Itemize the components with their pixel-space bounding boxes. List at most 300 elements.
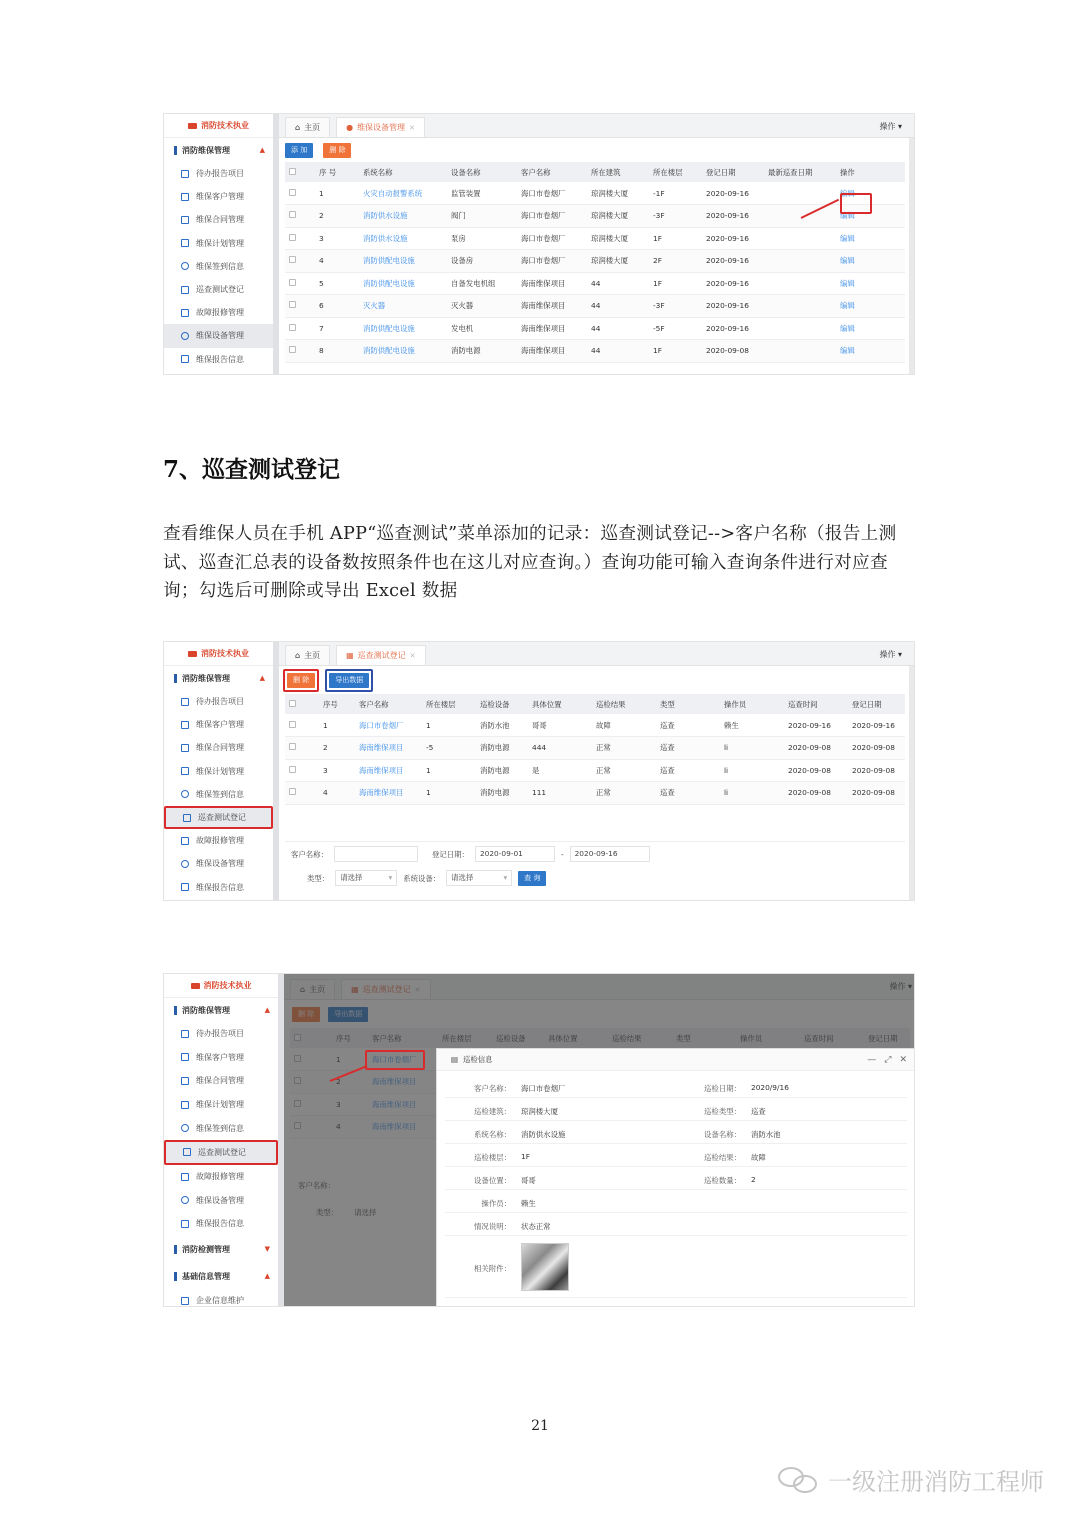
table-cell: 巡查 <box>656 737 720 760</box>
dialog-row <box>445 1190 907 1213</box>
section-heading: 7、巡查测试登记 <box>163 456 341 483</box>
row-checkbox[interactable] <box>289 234 296 241</box>
edit-link[interactable]: 编辑 <box>836 340 905 363</box>
sidebar-item-equipment[interactable]: 维保设备管理 <box>164 1189 278 1213</box>
column-header[interactable]: 系统名称 <box>359 162 447 182</box>
field-label: 巡检结果： <box>704 1153 741 1162</box>
calendar-icon <box>181 239 189 247</box>
dialog-field <box>474 1221 551 1232</box>
table-cell: 海口市卷烟厂 <box>517 227 587 250</box>
row-select-cell <box>285 714 319 737</box>
table-cell: 海南维保项目 <box>517 272 587 295</box>
column-header[interactable]: 所在楼层 <box>422 694 476 714</box>
dialog-row <box>445 1121 907 1144</box>
row-checkbox[interactable] <box>289 346 296 353</box>
table-cell: 7 <box>315 317 359 340</box>
table-cell: 1 <box>315 182 359 205</box>
field-label: 操作员： <box>481 1199 511 1208</box>
wrench-icon <box>181 837 189 845</box>
sidebar-item-checkins[interactable]: 维保签到信息 <box>164 1116 278 1140</box>
dialog-title: 巡检信息 <box>462 1055 493 1064</box>
table-cell: 2020-09-08 <box>702 340 764 363</box>
field-value: 状态正常 <box>521 1222 551 1231</box>
card-icon <box>181 193 189 201</box>
table-cell: 2020-09-08 <box>784 759 848 782</box>
table-cell: 2020-09-08 <box>784 782 848 805</box>
sidebar-item-plans[interactable]: 维保计划管理 <box>164 1093 278 1117</box>
table-cell: 海南维保项目 <box>517 295 587 318</box>
field-value: 2020/9/16 <box>751 1083 789 1092</box>
customer-link[interactable]: 海南维保项目 <box>355 782 422 805</box>
file-icon <box>181 216 189 224</box>
field-label: 设备名称： <box>704 1130 741 1139</box>
sidebar-item-contracts[interactable]: 维保合同管理 <box>164 1069 278 1093</box>
delete-highlight-box <box>283 669 319 692</box>
sidebar <box>164 642 279 900</box>
sidebar-item-plans[interactable]: 维保计划管理 <box>164 232 273 255</box>
field-value: 赖生 <box>521 1199 536 1208</box>
table-cell: 2020-09-16 <box>702 250 764 273</box>
report-icon <box>181 1220 189 1228</box>
sidebar-item-repairs[interactable]: 故障报修管理 <box>164 1165 278 1189</box>
chevron-down-icon: ▼ <box>264 1245 270 1254</box>
table-cell: 44 <box>587 340 649 363</box>
brand: 消防技术执业 <box>164 642 273 666</box>
table-cell: 海口市卷烟厂 <box>517 182 587 205</box>
system-name-link[interactable]: 灭火器 <box>359 295 447 318</box>
home-icon: ⌂ <box>295 123 301 132</box>
row-checkbox[interactable] <box>289 189 296 196</box>
nav-group-basic-info[interactable]: 基础信息管理 ▲ <box>164 1263 278 1290</box>
field-value: 故障 <box>751 1153 766 1162</box>
system-name-link[interactable]: 消防供配电设施 <box>359 250 447 273</box>
dialog-controls <box>867 1055 907 1065</box>
sidebar-item-reports[interactable]: 维保报告信息 <box>164 1212 278 1236</box>
system-name-link[interactable]: 火灾自动报警系统 <box>359 182 447 205</box>
chevron-down-icon: ▾ <box>388 873 393 882</box>
sidebar-item-equipment[interactable]: 维保设备管理 <box>164 324 273 347</box>
sidebar-item-pending-reports[interactable]: 待办报告项目 <box>164 162 273 185</box>
table-cell <box>764 317 836 340</box>
column-header[interactable]: 登记日期 <box>848 694 905 714</box>
close-icon[interactable]: ✕ <box>409 123 415 132</box>
table-cell: 琼润楼大厦 <box>587 250 649 273</box>
row-checkbox[interactable] <box>289 256 296 263</box>
screenshot-equipment-management <box>163 113 915 375</box>
row-checkbox[interactable] <box>289 788 296 795</box>
column-header[interactable]: 类型 <box>656 694 720 714</box>
table-cell: 故障 <box>592 714 656 737</box>
query-button[interactable]: 查 询 <box>518 871 546 886</box>
briefcase-icon <box>188 651 197 657</box>
dialog-row <box>445 1236 907 1298</box>
table-cell: 阀门 <box>447 205 517 228</box>
table-cell: 3 <box>319 759 355 782</box>
dialog-field <box>474 1175 536 1186</box>
sidebar-item-repairs[interactable]: 故障报修管理 <box>164 301 273 324</box>
table-row[interactable] <box>285 182 905 205</box>
main-panel <box>279 642 914 900</box>
customer-highlight-box <box>365 1050 425 1070</box>
operation-menu[interactable]: 操作 ▾ <box>879 650 902 659</box>
customer-link[interactable]: 海南维保项目 <box>355 737 422 760</box>
table-cell: 2F <box>649 250 702 273</box>
dialog-row <box>445 1144 907 1167</box>
customer-link[interactable]: 海口市卷烟厂 <box>355 714 422 737</box>
export-highlight-box <box>325 669 373 692</box>
table-cell: 2020-09-16 <box>702 227 764 250</box>
row-checkbox[interactable] <box>289 211 296 218</box>
tab-home[interactable]: ⌂ 主页 <box>285 645 330 665</box>
close-icon[interactable]: ✕ <box>899 1054 907 1065</box>
sidebar-item-plans[interactable]: 维保计划管理 <box>164 760 273 783</box>
table-cell: 消防电源 <box>476 737 528 760</box>
table-cell: 1 <box>422 759 476 782</box>
column-header[interactable]: 巡查时间 <box>784 694 848 714</box>
tab-home[interactable]: ⌂ 主页 <box>285 117 330 137</box>
wrench-icon <box>181 1173 189 1181</box>
bar-icon <box>174 674 177 683</box>
table-cell: 正常 <box>592 782 656 805</box>
system-name-link[interactable]: 消防供水设施 <box>359 205 447 228</box>
edit-link[interactable]: 编辑 <box>836 227 905 250</box>
row-select-cell <box>285 295 315 318</box>
briefcase-icon <box>191 983 200 989</box>
table-cell: 2 <box>315 205 359 228</box>
column-header[interactable]: 操作员 <box>720 694 784 714</box>
sidebar-item-inspection[interactable]: 巡查测试登记 <box>164 806 273 829</box>
table-cell: 111 <box>528 782 592 805</box>
sidebar-item-equipment[interactable]: 维保设备管理 <box>164 852 273 875</box>
edit-link[interactable]: 编辑 <box>836 182 905 205</box>
table-cell: 消防电源 <box>447 340 517 363</box>
field-value: 2 <box>751 1175 756 1184</box>
column-header[interactable]: 操作 <box>836 162 905 182</box>
field-label: 巡检数量： <box>704 1176 741 1185</box>
dialog-field <box>474 1129 566 1140</box>
sidebar-item-customers[interactable]: 维保客户管理 <box>164 1046 278 1070</box>
field-label: 巡检日期： <box>704 1084 741 1093</box>
table-cell: 1 <box>422 782 476 805</box>
delete-button[interactable]: 删 除 <box>323 143 351 158</box>
table-row[interactable] <box>285 317 905 340</box>
table-cell: 4 <box>315 250 359 273</box>
table-row[interactable] <box>285 295 905 318</box>
table-cell: 巡查 <box>656 714 720 737</box>
table-row[interactable] <box>285 272 905 295</box>
dialog-body <box>437 1071 915 1307</box>
field-value: 1F <box>521 1152 530 1161</box>
dialog-row <box>445 1098 907 1121</box>
scrollbar[interactable] <box>909 138 914 374</box>
select-all-checkbox[interactable] <box>289 700 296 707</box>
system-name-link[interactable]: 消防供配电设施 <box>359 317 447 340</box>
sidebar-item-customers[interactable]: 维保客户管理 <box>164 185 273 208</box>
column-header[interactable]: 巡检结果 <box>592 694 656 714</box>
edit-link[interactable]: 编辑 <box>836 295 905 318</box>
table-cell: 泵房 <box>447 227 517 250</box>
table-cell: li <box>720 782 784 805</box>
column-header[interactable]: 最新巡查日期 <box>764 162 836 182</box>
doc-icon <box>181 698 189 706</box>
pin-icon <box>181 790 189 798</box>
table-cell: -1F <box>649 182 702 205</box>
field-label: 巡检类型： <box>704 1107 741 1116</box>
search-form <box>285 841 905 899</box>
row-checkbox[interactable] <box>289 743 296 750</box>
nav-group-maintenance[interactable]: 消防维保管理 ▲ <box>164 138 273 162</box>
sidebar-item-checkins[interactable]: 维保签到信息 <box>164 783 273 806</box>
dialog-row <box>445 1213 907 1236</box>
table-cell: 8 <box>315 340 359 363</box>
calendar-icon <box>183 814 191 822</box>
table-row[interactable] <box>285 250 905 273</box>
system-name-link[interactable]: 消防供配电设施 <box>359 340 447 363</box>
table-cell: 2020-09-08 <box>848 782 905 805</box>
row-checkbox[interactable] <box>289 721 296 728</box>
wrench-icon <box>181 309 189 317</box>
nav-group-testing[interactable]: 消防检测管理 ▼ <box>164 1236 278 1263</box>
sidebar-item-customers[interactable]: 维保客户管理 <box>164 713 273 736</box>
inspection-dialog <box>436 1048 915 1307</box>
report-icon <box>181 355 189 363</box>
table-cell: 2020-09-08 <box>848 737 905 760</box>
table-cell <box>764 227 836 250</box>
table-cell: 2020-09-16 <box>848 714 905 737</box>
table-row[interactable] <box>285 714 905 737</box>
column-header[interactable]: 客户名称 <box>517 162 587 182</box>
table-cell: 2020-09-16 <box>702 317 764 340</box>
screenshot-inspection-register <box>163 641 915 901</box>
row-select-cell <box>285 205 315 228</box>
watermark: 一级注册消防工程师 <box>778 1462 1044 1497</box>
table-cell <box>764 295 836 318</box>
table-cell: 44 <box>587 272 649 295</box>
file-icon <box>181 1077 189 1085</box>
home-icon: ⌂ <box>295 651 301 660</box>
table-cell: li <box>720 737 784 760</box>
table-row[interactable] <box>285 737 905 760</box>
system-select[interactable]: 请选择 ▾ <box>446 870 512 886</box>
chevron-down-icon: ▾ <box>503 873 508 882</box>
sidebar-item-reports[interactable]: 维保报告信息 <box>164 876 273 899</box>
table-cell <box>764 182 836 205</box>
sidebar-item-reports[interactable]: 维保报告信息 <box>164 348 273 371</box>
date-from-input[interactable]: 2020-09-01 <box>475 846 555 862</box>
equipment-table <box>285 162 905 363</box>
table-cell: 海口市卷烟厂 <box>517 205 587 228</box>
column-header[interactable]: 所在楼层 <box>649 162 702 182</box>
system-label: 系统设备： <box>403 873 441 883</box>
dialog-field <box>704 1083 789 1093</box>
sidebar-item-inspection[interactable]: 巡查测试登记 <box>164 278 273 301</box>
calendar-icon <box>181 767 189 775</box>
bar-icon <box>174 1006 177 1015</box>
bar-icon <box>174 146 177 155</box>
pin-icon <box>181 1124 189 1132</box>
field-label: 设备位置： <box>474 1176 511 1185</box>
sidebar-item-checkins[interactable]: 维保签到信息 <box>164 255 273 278</box>
column-header[interactable]: 具体位置 <box>528 694 592 714</box>
edit-link[interactable]: 编辑 <box>836 250 905 273</box>
table-cell: 2020-09-16 <box>702 205 764 228</box>
calendar-icon <box>183 1148 191 1156</box>
table-cell: 6 <box>315 295 359 318</box>
table-row[interactable] <box>285 205 905 228</box>
column-header[interactable]: 序号 <box>319 694 355 714</box>
column-header[interactable]: 设备名称 <box>447 162 517 182</box>
table-cell: 琼润楼大厦 <box>587 227 649 250</box>
table-cell: 琼润楼大厦 <box>587 182 649 205</box>
scrollbar[interactable] <box>909 666 914 900</box>
table-row[interactable] <box>285 759 905 782</box>
system-name-link[interactable]: 消防供配电设施 <box>359 272 447 295</box>
table-cell: 3 <box>315 227 359 250</box>
bulb-icon <box>181 860 189 868</box>
table-cell: 琼润楼大厦 <box>587 205 649 228</box>
nav-group-maintenance[interactable]: 消防维保管理 ▲ <box>164 998 278 1022</box>
report-icon <box>181 883 189 891</box>
dialog-field <box>474 1106 558 1117</box>
column-header[interactable]: 所在建筑 <box>587 162 649 182</box>
dialog-title-bar <box>437 1049 915 1071</box>
type-select[interactable]: 请选择 ▾ <box>335 870 397 886</box>
delete-button[interactable]: 删 除 <box>287 673 315 688</box>
nav-group-maintenance[interactable]: 消防维保管理 ▲ <box>164 666 273 690</box>
tab-inspection[interactable]: ▦ 巡查测试登记 ✕ <box>336 645 425 665</box>
attachment-thumbnail[interactable] <box>521 1243 569 1291</box>
sidebar-item-pending-reports[interactable]: 待办报告项目 <box>164 690 273 713</box>
operation-menu[interactable]: 操作 ▾ <box>879 122 902 131</box>
dialog-row <box>445 1167 907 1190</box>
maximize-icon[interactable]: ⤢ <box>884 1054 892 1065</box>
field-label: 相关附件： <box>474 1264 511 1273</box>
select-all-header <box>285 162 315 182</box>
table-row[interactable] <box>285 340 905 363</box>
customer-link[interactable]: 海南维保项目 <box>355 759 422 782</box>
add-button[interactable]: 添 加 <box>285 143 313 158</box>
table-cell: 1 <box>319 714 355 737</box>
bulb-icon <box>181 1196 189 1204</box>
table-cell: 5 <box>315 272 359 295</box>
row-checkbox[interactable] <box>289 279 296 286</box>
edit-link[interactable]: 编辑 <box>836 317 905 340</box>
field-label: 情况说明： <box>474 1222 511 1231</box>
table-cell: 44 <box>587 295 649 318</box>
row-checkbox[interactable] <box>289 766 296 773</box>
table-cell: 2020-09-08 <box>848 759 905 782</box>
system-name-link[interactable]: 消防供水设施 <box>359 227 447 250</box>
row-select-cell <box>285 317 315 340</box>
sidebar-item-pending-reports[interactable]: 待办报告项目 <box>164 1022 278 1046</box>
table-cell: 设备房 <box>447 250 517 273</box>
doc-icon <box>181 170 189 178</box>
row-checkbox[interactable] <box>289 301 296 308</box>
dialog-row <box>445 1075 907 1098</box>
main-panel <box>279 114 914 374</box>
edit-link[interactable]: 编辑 <box>836 272 905 295</box>
table-cell: 消防电源 <box>476 759 528 782</box>
sidebar-item-contracts[interactable]: 维保合同管理 <box>164 736 273 759</box>
date-to-input[interactable]: 2020-09-16 <box>570 846 650 862</box>
column-header[interactable]: 登记日期 <box>702 162 764 182</box>
table-cell: 1F <box>649 340 702 363</box>
field-value: 消防供水设施 <box>521 1130 566 1139</box>
table-header <box>285 162 905 182</box>
table-row[interactable] <box>285 782 905 805</box>
customer-input[interactable] <box>334 846 418 862</box>
edit-link[interactable]: 编辑 <box>836 205 905 228</box>
field-value: 哥哥 <box>521 1176 536 1185</box>
field-value: 消防水池 <box>751 1130 781 1139</box>
chevron-up-icon: ▲ <box>259 146 265 154</box>
doc-icon <box>181 1030 189 1038</box>
table-cell: 1F <box>649 272 702 295</box>
chevron-up-icon: ▲ <box>264 1006 270 1014</box>
sidebar-item-inspection[interactable]: 巡查测试登记 <box>164 1140 278 1165</box>
calendar-icon <box>181 286 189 294</box>
table-cell: 444 <box>528 737 592 760</box>
table-cell: 44 <box>587 317 649 340</box>
dialog-field <box>474 1083 566 1094</box>
sidebar-item-company-info[interactable]: 企业信息维护 <box>164 1290 278 1307</box>
column-header[interactable]: 客户名称 <box>355 694 422 714</box>
select-all-checkbox[interactable] <box>289 168 296 175</box>
table-cell <box>764 250 836 273</box>
row-checkbox[interactable] <box>289 324 296 331</box>
export-button[interactable]: 导出数据 <box>329 673 369 688</box>
table-cell: 2020-09-16 <box>702 182 764 205</box>
field-label: 系统名称： <box>474 1130 511 1139</box>
pin-icon <box>181 262 189 270</box>
row-select-cell <box>285 227 315 250</box>
tab-equipment[interactable]: ● 维保设备管理 ✕ <box>336 117 425 137</box>
dialog-field <box>474 1152 530 1162</box>
table-cell: 海南维保项目 <box>517 317 587 340</box>
column-header[interactable]: 巡检设备 <box>476 694 528 714</box>
customer-label: 客户名称： <box>291 849 328 859</box>
dialog-field <box>704 1106 766 1117</box>
table-row[interactable] <box>285 227 905 250</box>
table-cell: 消防水池 <box>476 714 528 737</box>
select-all-header <box>285 694 319 714</box>
column-header[interactable]: 序 号 <box>315 162 359 182</box>
sidebar-item-contracts[interactable]: 维保合同管理 <box>164 208 273 231</box>
table-cell: 哥哥 <box>528 714 592 737</box>
toolbar <box>279 138 914 162</box>
screenshot-inspection-detail <box>163 973 915 1307</box>
row-select-cell <box>285 340 315 363</box>
table-cell: -3F <box>649 295 702 318</box>
table-cell: 2020-09-08 <box>784 737 848 760</box>
edit-highlight-box <box>840 193 872 214</box>
close-icon[interactable]: ✕ <box>409 651 416 660</box>
table-cell: 2020-09-16 <box>784 714 848 737</box>
field-value: 巡查 <box>751 1107 766 1116</box>
sidebar <box>164 974 284 1306</box>
minimize-icon[interactable]: — <box>867 1054 877 1065</box>
type-label: 类型： <box>307 873 330 883</box>
building-icon <box>181 1297 189 1305</box>
tabs-bar <box>279 642 914 666</box>
table-cell: 4 <box>319 782 355 805</box>
sidebar-item-repairs[interactable]: 故障报修管理 <box>164 829 273 852</box>
table-cell: 是 <box>528 759 592 782</box>
wechat-icon <box>778 1465 820 1495</box>
table-cell: 赖生 <box>720 714 784 737</box>
calendar-icon: ▦ <box>346 651 354 660</box>
table-cell: 2 <box>319 737 355 760</box>
